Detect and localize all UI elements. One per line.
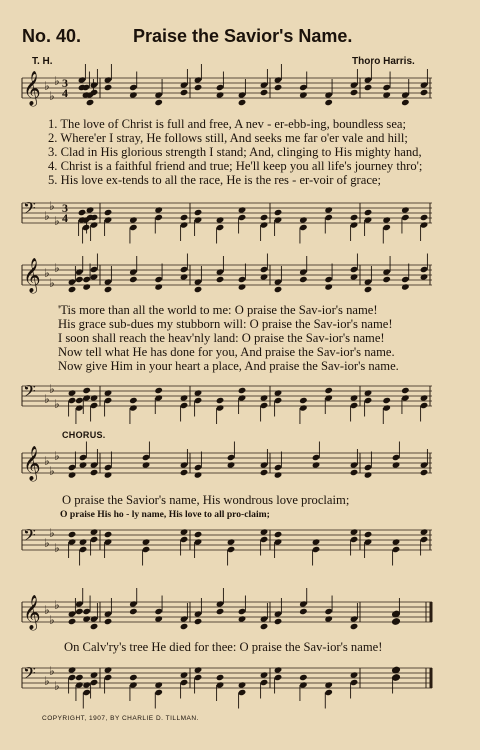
note-head xyxy=(104,286,113,293)
note-head xyxy=(78,209,87,216)
note-head xyxy=(324,99,333,106)
note-head xyxy=(216,276,225,283)
verse-2-line-1: 2. Where'er I stray, He follows still, And seeks me far o'er vale and hill; xyxy=(48,131,408,145)
note-head xyxy=(260,273,269,280)
note-head xyxy=(90,469,99,476)
note-head xyxy=(420,528,429,535)
flat-icon: ♭ xyxy=(44,79,50,93)
note-head xyxy=(238,615,247,622)
flat-icon: ♭ xyxy=(49,664,55,678)
note-head xyxy=(274,209,283,216)
note-head xyxy=(90,671,99,678)
note-head xyxy=(350,214,359,221)
note-head xyxy=(350,394,359,401)
bass-clef-icon: 𝄢 xyxy=(23,663,36,687)
note-head xyxy=(82,615,91,622)
copyright-notice: COPYRIGHT, 1907, BY CHARLIE D. TILLMAN. xyxy=(42,715,199,722)
note-head xyxy=(82,681,91,688)
note-head xyxy=(129,608,138,615)
note-head xyxy=(216,608,225,615)
note-head xyxy=(350,89,359,96)
note-head xyxy=(194,389,203,396)
note-head xyxy=(260,214,269,221)
note-head xyxy=(68,666,77,673)
note-head xyxy=(75,608,84,615)
note-head xyxy=(82,283,91,290)
note-head xyxy=(238,283,247,290)
note-head xyxy=(420,89,429,96)
note-head xyxy=(154,99,163,106)
note-head xyxy=(154,206,163,213)
note-head xyxy=(260,394,269,401)
note-head xyxy=(75,674,84,681)
note-head xyxy=(260,89,269,96)
note-head xyxy=(68,618,77,625)
note-head xyxy=(401,206,410,213)
note-head xyxy=(194,471,203,478)
note-head xyxy=(104,84,113,91)
bass-staff-system-4 xyxy=(0,660,480,700)
verse-2-line-2: His grace sub-dues my stubborn will: O praise the Sav-ior's name! xyxy=(58,317,393,331)
note-head xyxy=(260,469,269,476)
note-head xyxy=(238,387,247,394)
note-head xyxy=(86,206,95,213)
bass-clef-icon: 𝄢 xyxy=(23,198,36,222)
note-head xyxy=(75,276,84,283)
note-head xyxy=(180,89,189,96)
note-head xyxy=(180,394,189,401)
note-head xyxy=(392,461,401,468)
note-head xyxy=(274,666,283,673)
note-head xyxy=(364,531,373,538)
note-head xyxy=(274,471,283,478)
note-head xyxy=(79,461,88,468)
note-head xyxy=(364,389,373,396)
note-head xyxy=(401,283,410,290)
note-head xyxy=(68,531,77,538)
note-head xyxy=(238,99,247,106)
note-head xyxy=(299,276,308,283)
note-head xyxy=(299,91,308,98)
note-head xyxy=(364,209,373,216)
note-head xyxy=(401,387,410,394)
note-head xyxy=(238,681,247,688)
music-credit: Thoro Harris. xyxy=(352,56,415,67)
flat-icon: ♭ xyxy=(44,209,50,223)
note-head xyxy=(364,84,373,91)
note-head xyxy=(129,216,138,223)
flat-icon: ♭ xyxy=(44,603,50,617)
treble-clef-icon: 𝄞 xyxy=(23,71,41,106)
verse-1-line-2: 'Tis more than all the world to me: O praise the Sav-ior's name! xyxy=(58,303,378,317)
treble-staff-system-3 xyxy=(0,445,480,485)
hymn-title: Praise the Savior's Name. xyxy=(133,26,353,46)
note-head xyxy=(227,461,236,468)
note-head xyxy=(194,666,203,673)
flat-icon: ♭ xyxy=(54,74,60,88)
bass-clef-icon: 𝄢 xyxy=(23,381,36,405)
words-credit: T. H. xyxy=(32,56,53,67)
treble-staff-system-4 xyxy=(0,594,480,634)
note-head xyxy=(104,471,113,478)
flat-icon: ♭ xyxy=(44,392,50,406)
note-head xyxy=(142,461,151,468)
note-head xyxy=(299,397,308,404)
time-signature-top: 3 xyxy=(62,76,68,90)
note-head xyxy=(364,471,373,478)
treble-staff-system-2 xyxy=(0,257,480,297)
note-head xyxy=(68,471,77,478)
flat-icon: ♭ xyxy=(49,464,55,478)
chorus-label: CHORUS. xyxy=(62,430,106,440)
note-head xyxy=(274,389,283,396)
chorus-line-1: O praise the Savior's name, His wondrous love proclaim; xyxy=(62,493,350,507)
note-head xyxy=(82,387,91,394)
chorus-line-2: On Calv'ry's tree He died for thee: O praise the Sav-ior's name! xyxy=(64,640,383,654)
note-head xyxy=(86,99,95,106)
note-head xyxy=(312,538,321,545)
note-head xyxy=(180,671,189,678)
bass-staff-system-1 xyxy=(0,195,480,235)
note-head xyxy=(216,216,225,223)
note-head xyxy=(180,623,189,630)
note-head xyxy=(154,615,163,622)
note-head xyxy=(274,84,283,91)
treble-clef-icon: 𝄞 xyxy=(23,595,41,630)
note-head xyxy=(227,538,236,545)
note-head xyxy=(392,666,401,673)
note-head xyxy=(299,608,308,615)
note-head xyxy=(154,387,163,394)
treble-clef-icon: 𝄞 xyxy=(23,258,41,293)
note-head xyxy=(260,528,269,535)
flat-icon: ♭ xyxy=(49,276,55,290)
note-head xyxy=(324,283,333,290)
flat-icon: ♭ xyxy=(49,382,55,396)
note-head xyxy=(104,531,113,538)
flat-icon: ♭ xyxy=(49,199,55,213)
verse-4-line-1: 4. Christ is a faithful friend and true; He'll keep you all life's journey thro'; xyxy=(48,159,423,173)
note-head xyxy=(216,674,225,681)
note-head xyxy=(238,206,247,213)
note-head xyxy=(68,286,77,293)
flat-icon: ♭ xyxy=(49,613,55,627)
note-head xyxy=(382,397,391,404)
treble-staff-system-1 xyxy=(0,70,480,110)
flat-icon: ♭ xyxy=(49,526,55,540)
note-head xyxy=(90,273,99,280)
note-head xyxy=(382,91,391,98)
note-head xyxy=(324,681,333,688)
note-head xyxy=(129,397,138,404)
bass-clef-icon: 𝄢 xyxy=(23,525,36,549)
note-head xyxy=(104,209,113,216)
note-head xyxy=(350,528,359,535)
flat-icon: ♭ xyxy=(49,89,55,103)
note-head xyxy=(129,674,138,681)
note-head xyxy=(420,273,429,280)
flat-icon: ♭ xyxy=(54,261,60,275)
note-head xyxy=(382,276,391,283)
chorus-echo-line: O praise His ho - ly name, His love to all pro-claim; xyxy=(60,509,270,520)
note-head xyxy=(274,531,283,538)
note-head xyxy=(274,618,283,625)
note-head xyxy=(324,387,333,394)
note-head xyxy=(154,283,163,290)
verse-5-line-1: 5. His love ex-tends to all the race, He is the res - er-voir of grace; xyxy=(48,173,382,187)
bass-staff-system-3 xyxy=(0,522,480,562)
note-head xyxy=(75,397,84,404)
verse-4-line-2: Now tell what He has done for you, And praise the Sav-ior's name. xyxy=(58,345,395,359)
note-head xyxy=(260,623,269,630)
note-head xyxy=(216,397,225,404)
note-head xyxy=(68,389,77,396)
note-head xyxy=(194,209,203,216)
note-head xyxy=(324,615,333,622)
verse-3-line-2: I soon shall reach the heav'nly land: O praise the Sav-ior's name! xyxy=(58,331,385,345)
note-head xyxy=(299,216,308,223)
note-head xyxy=(154,681,163,688)
note-head xyxy=(364,286,373,293)
flat-icon: ♭ xyxy=(44,266,50,280)
bass-staff-system-2 xyxy=(0,378,480,418)
note-head xyxy=(194,618,203,625)
time-signature-top: 3 xyxy=(62,201,68,215)
note-head xyxy=(274,286,283,293)
note-head xyxy=(216,91,225,98)
verse-3-line-1: 3. Clad in His glorious strength I stand; And, clinging to His mighty hand, xyxy=(48,145,422,159)
note-head xyxy=(194,84,203,91)
note-head xyxy=(142,538,151,545)
time-signature-bottom: 4 xyxy=(62,86,68,100)
note-head xyxy=(299,674,308,681)
note-head xyxy=(260,671,269,678)
note-head xyxy=(420,394,429,401)
note-head xyxy=(129,91,138,98)
note-head xyxy=(324,206,333,213)
note-head xyxy=(392,538,401,545)
note-head xyxy=(180,469,189,476)
note-head xyxy=(350,469,359,476)
note-head xyxy=(104,618,113,625)
note-head xyxy=(90,623,99,630)
note-head xyxy=(420,469,429,476)
note-head xyxy=(350,623,359,630)
flat-icon: ♭ xyxy=(54,214,60,228)
note-head xyxy=(382,216,391,223)
flat-icon: ♭ xyxy=(44,674,50,688)
note-head xyxy=(401,99,410,106)
note-head xyxy=(350,273,359,280)
flat-icon: ♭ xyxy=(54,541,60,555)
note-head xyxy=(90,528,99,535)
note-head xyxy=(312,461,321,468)
note-head xyxy=(180,214,189,221)
note-head xyxy=(104,389,113,396)
flat-icon: ♭ xyxy=(44,536,50,550)
flat-icon: ♭ xyxy=(54,397,60,411)
note-head xyxy=(90,394,99,401)
note-head xyxy=(104,666,113,673)
note-head xyxy=(194,286,203,293)
treble-clef-icon: 𝄞 xyxy=(23,446,41,481)
flat-icon: ♭ xyxy=(44,454,50,468)
note-head xyxy=(129,276,138,283)
verse-5-line-2: Now give Him in your heart a place, And praise the Sav-ior's name. xyxy=(58,359,399,373)
verse-1-line-1: 1. The love of Christ is full and free, A nev - er-ebb-ing, boundless sea; xyxy=(48,117,407,131)
time-signature-bottom: 4 xyxy=(62,211,68,225)
note-head xyxy=(350,671,359,678)
hymn-number: No. 40. xyxy=(22,26,82,46)
flat-icon: ♭ xyxy=(54,449,60,463)
note-head xyxy=(420,214,429,221)
note-head xyxy=(180,273,189,280)
flat-icon: ♭ xyxy=(54,679,60,693)
flat-icon: ♭ xyxy=(54,598,60,612)
note-head xyxy=(194,531,203,538)
note-head xyxy=(180,528,189,535)
note-head xyxy=(79,538,88,545)
note-head xyxy=(392,618,401,625)
